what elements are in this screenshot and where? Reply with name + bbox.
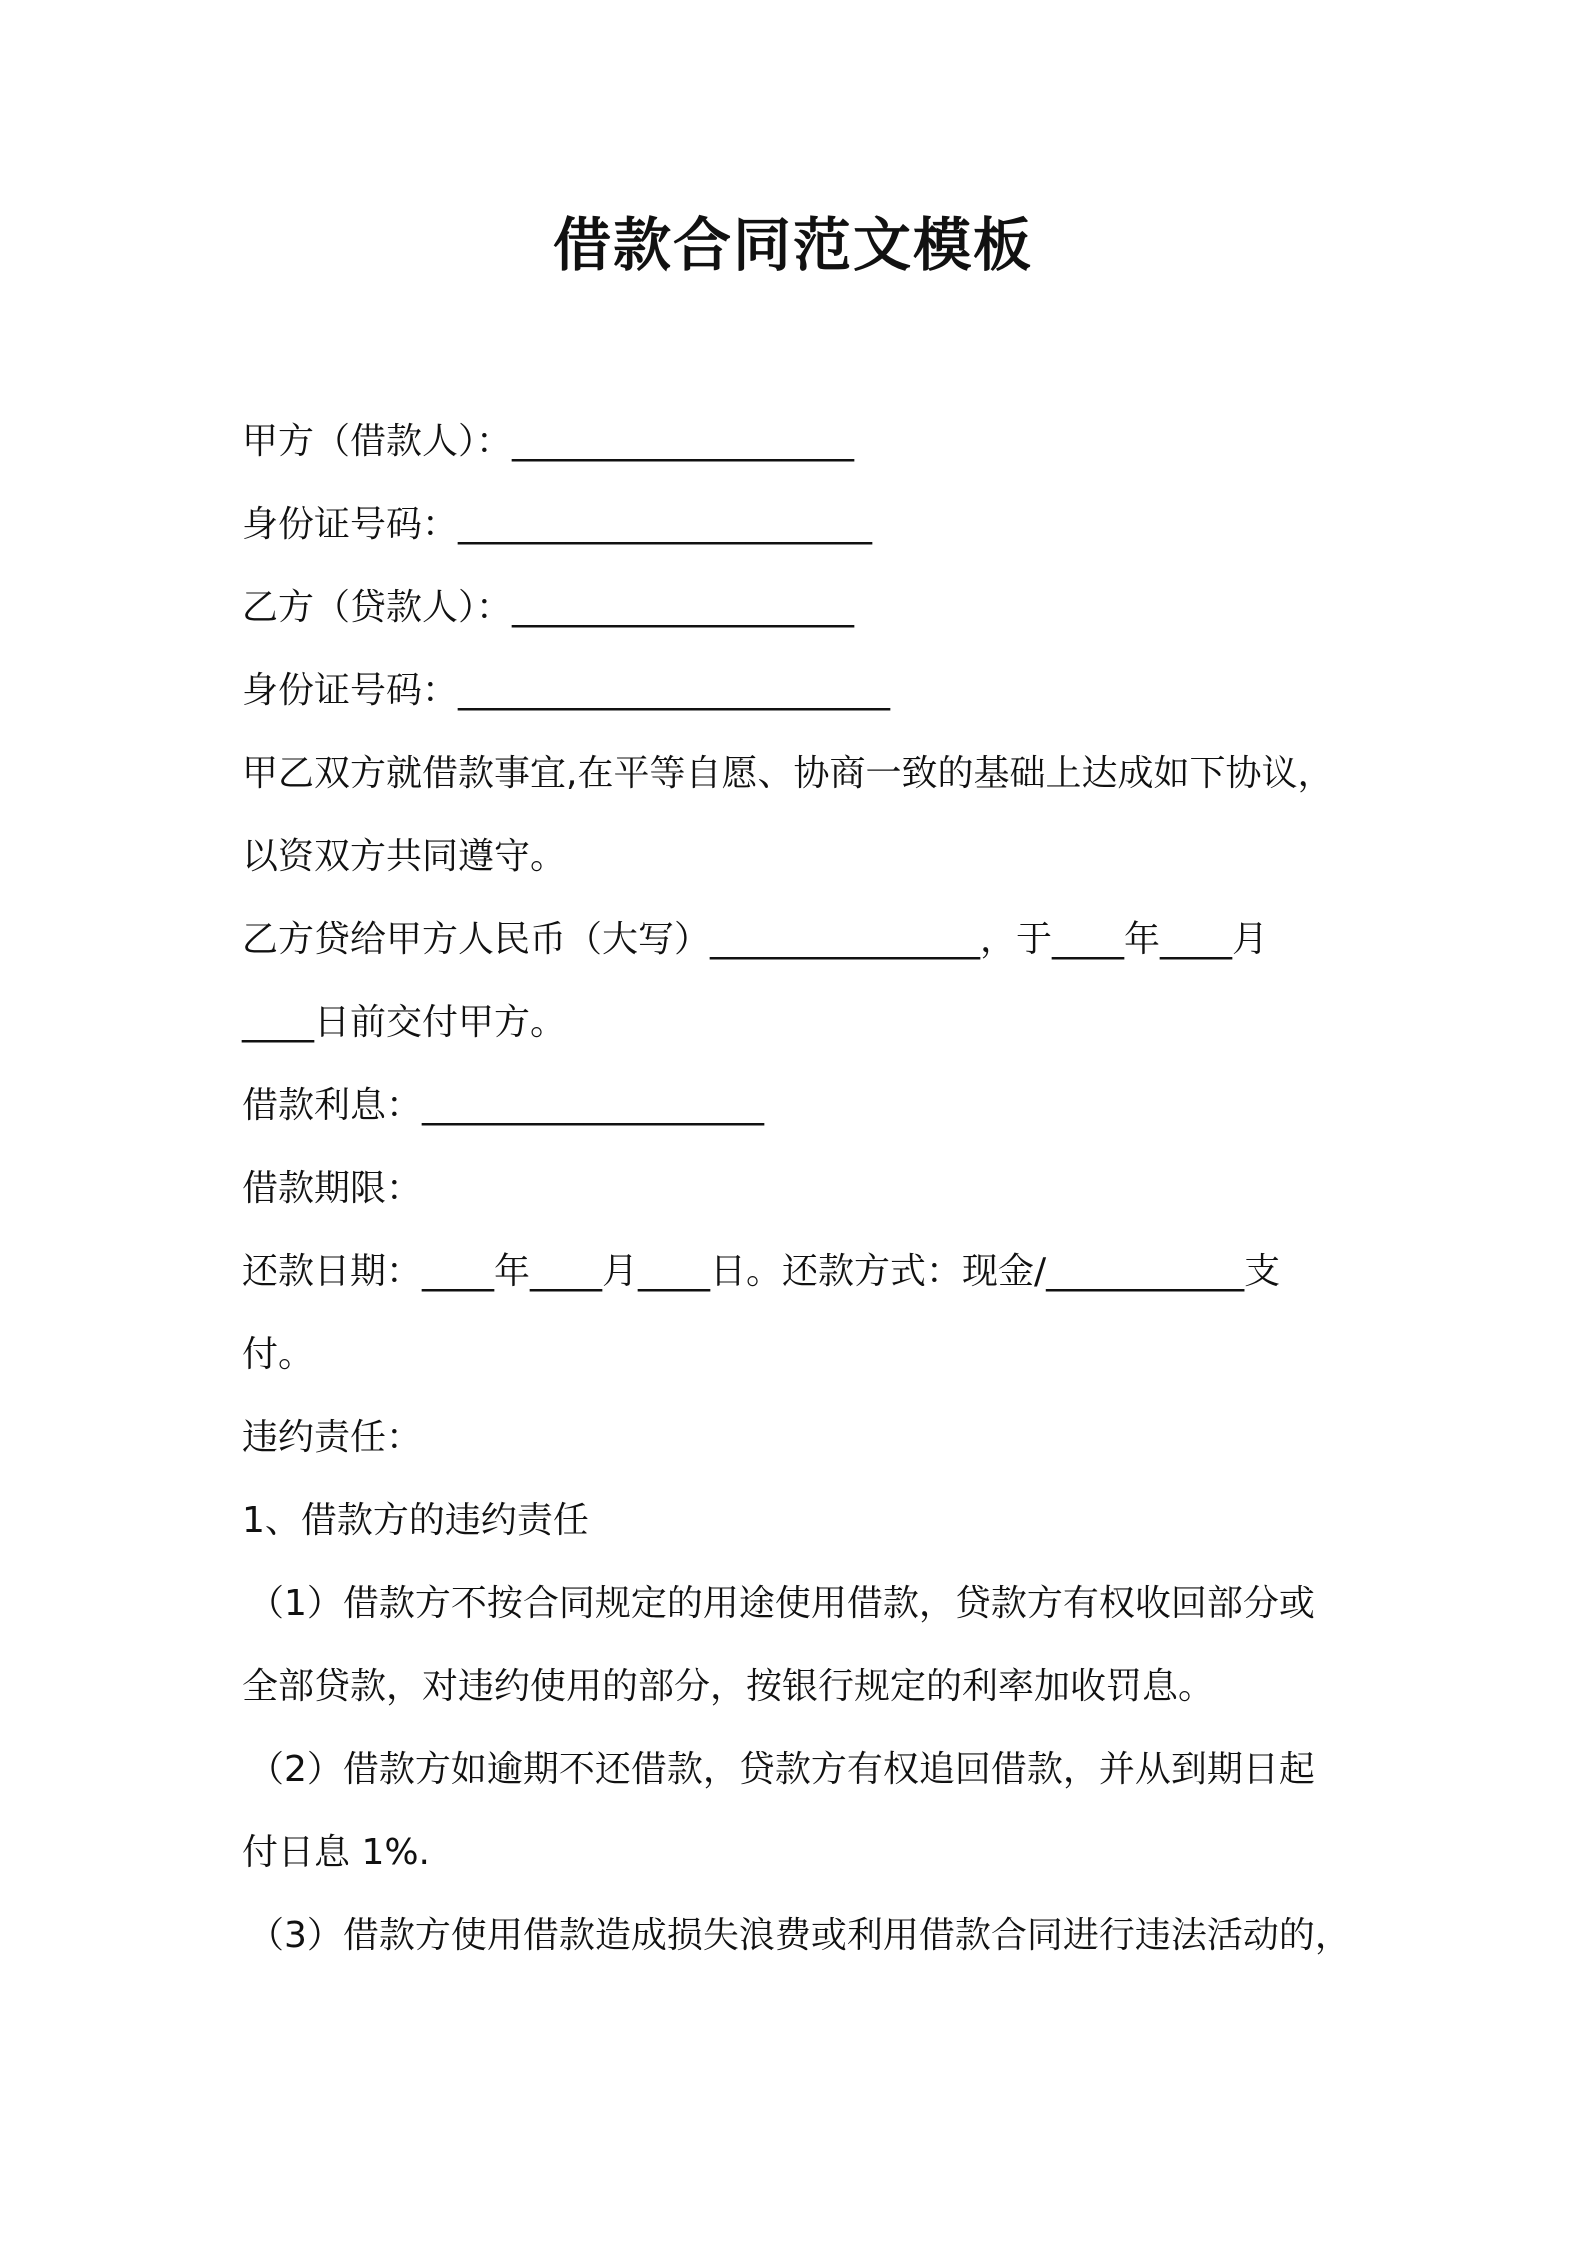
loan-amount-line: 乙方贷给甲方人民币（大写）_______________，于____年____月 [242, 919, 1269, 960]
agreement-intro-line-cont: 以资双方共同遵守。 [242, 836, 567, 877]
lender-id-line: 身份证号码：________________________ [242, 670, 891, 711]
borrower-id-line: 身份证号码：_______________________ [242, 504, 873, 545]
clause-3-line: （3）借款方使用借款造成损失浪费或利用借款合同进行违法活动的， [248, 1915, 1351, 1956]
lender-line: 乙方（贷款人）：___________________ [242, 587, 855, 628]
loan-amount-line-cont: ____日前交付甲方。 [242, 1002, 567, 1043]
repayment-line: 还款日期：____年____月____日。还款方式：现金/___________支 [242, 1251, 1281, 1292]
borrower-line: 甲方（借款人）：___________________ [242, 421, 855, 462]
term-line: 借款期限： [242, 1168, 423, 1209]
agreement-intro-line: 甲乙双方就借款事宜,在平等自愿、协商一致的基础上达成如下协议， [242, 753, 1334, 794]
document-body [242, 400, 1382, 1977]
liability-heading: 违约责任： [242, 1417, 423, 1458]
interest-line: 借款利息：___________________ [242, 1085, 765, 1126]
repayment-line-cont: 付。 [242, 1334, 315, 1375]
clause-2-line: （2）借款方如逾期不还借款，贷款方有权追回借款，并从到期日起 [248, 1749, 1315, 1790]
clause-1-line: （1）借款方不按合同规定的用途使用借款，贷款方有权收回部分或 [248, 1583, 1315, 1624]
document-title: 借款合同范文模板 [552, 211, 1033, 279]
clause-2-line-cont: 付日息 1%. [242, 1832, 430, 1873]
clause-1-line-cont: 全部贷款，对违约使用的部分，按银行规定的利率加收罚息。 [242, 1666, 1215, 1707]
borrower-liability-heading: 1、借款方的违约责任 [242, 1500, 589, 1541]
